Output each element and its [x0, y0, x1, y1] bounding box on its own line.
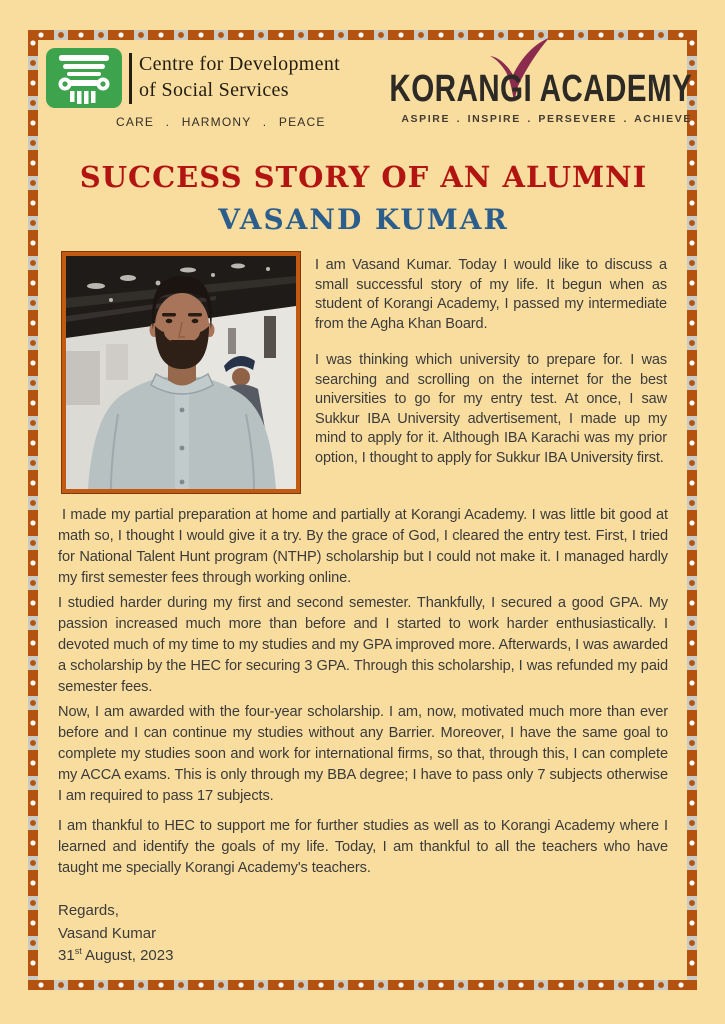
cdss-name: [139, 51, 340, 103]
frame-border-top: [28, 30, 697, 40]
intro-text-column: [315, 256, 667, 485]
frame-corner: [687, 980, 697, 990]
paragraph-4: I studied harder during my first and second semester. Thankfully, I secured a good GPA. My passion increased much more than before and I started to work harder enthusiastically. I devoted much of my time to my studies and my GPA improved more. Afterwards, I was awarded a scholarship by the HEC for securing 3 GPA. Through this scholarship, I was refunded my paid semester fees.: [58, 595, 668, 695]
alumni-portrait-photo: [62, 252, 300, 493]
story-text-column: [58, 505, 668, 883]
frame-border-bottom: [28, 980, 697, 990]
frame-corner: [28, 30, 38, 40]
signature-block: [58, 900, 173, 968]
frame-border-left: [28, 30, 38, 990]
cdss-motto: CARE . HARMONY . PEACE: [116, 115, 326, 129]
frame-corner: [28, 980, 38, 990]
paragraph-2: I was thinking which university to prepare for. I was searching and scrolling on the internet for the best universities to go for my entry test. At once, I saw Sukkur IBA University advertisement, I made up my mind to apply for it. Although IBA Karachi was my prior option, I thought to apply for Sukkur IBA University first.: [315, 352, 667, 466]
paragraph-1: I am Vasand Kumar. Today I would like to discuss a small successful story of my life. It begun when as student of Korangi Academy, I passed my intermediate from the Agha Khan Board.: [315, 257, 667, 332]
signature-date: 31st August, 2023: [58, 946, 174, 964]
korangi-academy-logo-text: KORANGI ACADEMY: [389, 68, 692, 110]
signature-name: Vasand Kumar: [58, 924, 157, 942]
cdss-column-logo-icon: [46, 48, 122, 108]
paragraph-6: I am thankful to HEC to support me for further studies as well as to Korangi Academy where I learned and identify the goals of my life. Today, I am thankful to all the teachers who have taught me specially Korangi Academy's teachers.: [58, 818, 668, 876]
signature-regards: Regards,: [58, 902, 119, 919]
page-title: SUCCESS STORY OF AN ALUMNI: [79, 160, 648, 194]
cdss-name-line1: Centre for Development: [139, 53, 340, 75]
korangi-tagline: ASPIRE . INSPIRE . PERSEVERE . ACHIEVE: [401, 113, 692, 125]
cdss-logo-divider: [129, 53, 132, 104]
frame-corner: [687, 30, 697, 40]
frame-border-right: [687, 30, 697, 990]
paragraph-5: Now, I am awarded with the four-year scholarship. I am, now, motivated much more than ever before and I can continue my studies without any Barrier. Moreover, I have the same goal to complete my studies soon and work for international firms, so that, through this, I can complete my ACCA exams. This is only through my BBA degree; I have to pass only 7 subjects otherwise I am required to pass 17 subjects.: [58, 704, 668, 804]
paragraph-3: I made my partial preparation at home and partially at Korangi Academy. I was little bit good at math so, I thought I would give it a try. By the grace of God, I cleared the entry test. First, I tried for National Talent Hunt program (NTHP) scholarship but I could not make it. I managed hardly my first semester fees through working online.: [58, 507, 668, 586]
cdss-name-line2: of Social Services: [139, 79, 289, 101]
page-subtitle-alumni-name: VASAND KUMAR: [218, 203, 509, 236]
